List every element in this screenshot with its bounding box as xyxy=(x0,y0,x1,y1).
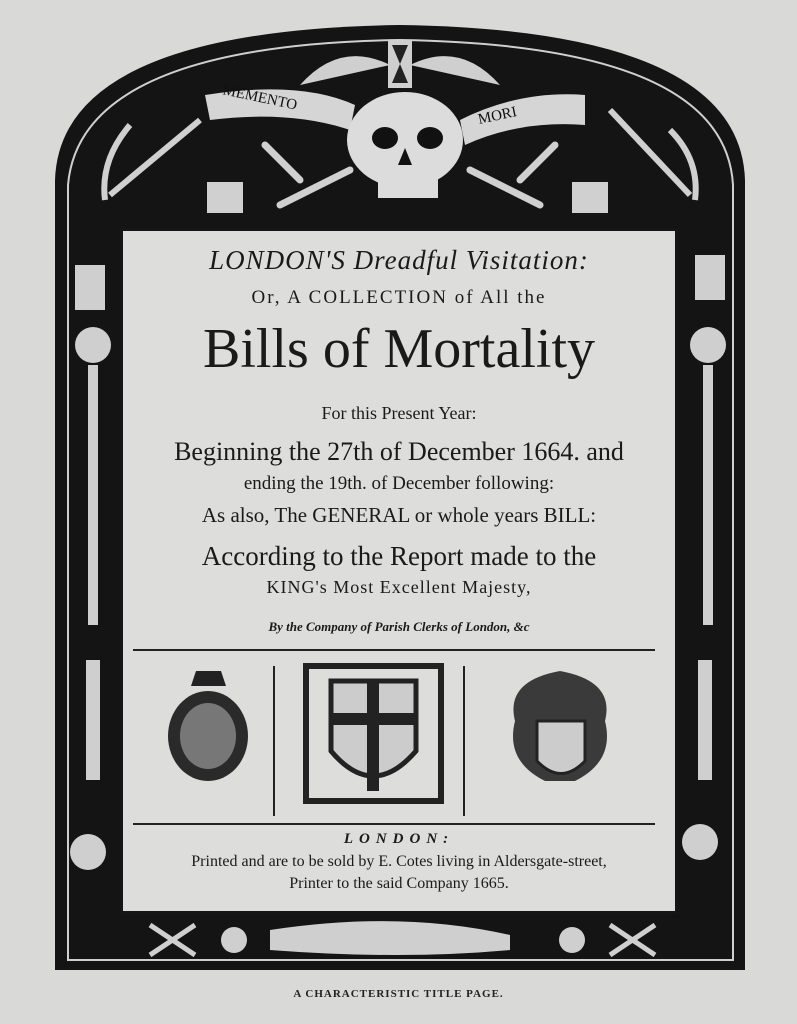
subtitle-collection: Or, A COLLECTION of All the xyxy=(251,287,547,308)
divider-bottom xyxy=(133,823,655,825)
royal-arms-icon xyxy=(161,661,256,801)
beginning-line: Beginning the 27th of December 1664. and xyxy=(174,437,624,466)
company-line: By the Company of Parish Clerks of London, &c xyxy=(268,619,530,634)
imprint-line-2: Printer to the said Company 1665. xyxy=(289,875,509,892)
report-line: According to the Report made to the xyxy=(201,541,597,571)
divider-top xyxy=(133,649,655,651)
city-arms-icon xyxy=(301,661,446,806)
imprint-place: LONDON: xyxy=(343,831,455,847)
banner-mori: MORI xyxy=(476,104,519,128)
main-title: Bills of Mortality xyxy=(203,318,595,380)
imprint-line-1: Printed and are to be sold by E. Cotes living in Aldersgate-street, xyxy=(191,853,607,870)
heading-visitation: LONDON'S Dreadful Visitation: xyxy=(209,245,589,275)
divider-right xyxy=(463,666,465,816)
title-panel xyxy=(120,228,678,914)
general-bill-line: As also, The GENERAL or whole years BILL: xyxy=(201,503,597,527)
parish-clerks-arms-icon xyxy=(495,661,625,801)
figure-caption: A CHARACTERISTIC TITLE PAGE. xyxy=(293,988,504,1000)
ending-line: ending the 19th. of December following: xyxy=(243,473,555,494)
year-line: For this Present Year: xyxy=(321,403,477,423)
divider-left xyxy=(273,666,275,816)
banner-memento: MEMENTO xyxy=(221,82,299,114)
majesty-line: KING's Most Excellent Majesty, xyxy=(266,577,532,597)
